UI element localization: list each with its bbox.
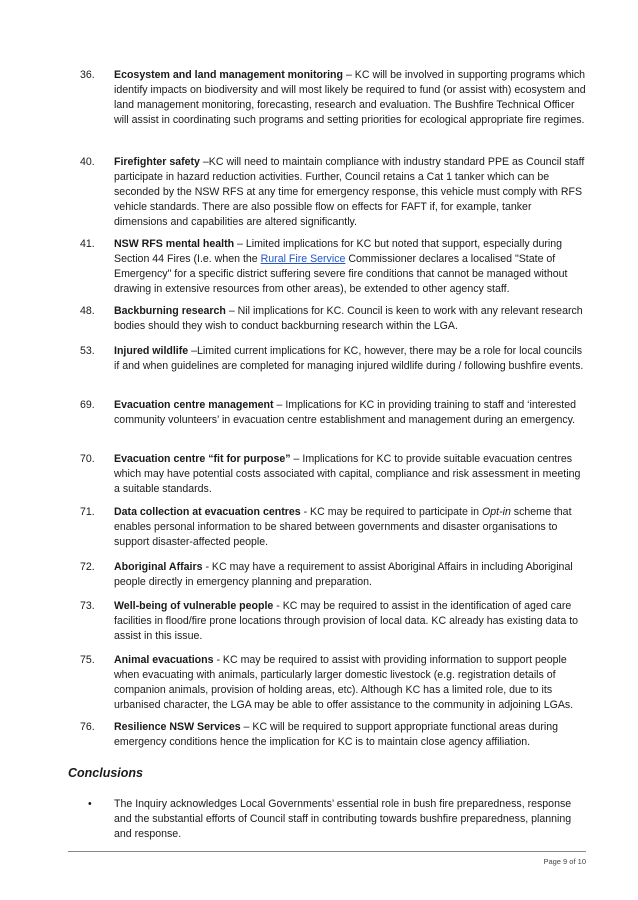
list-item — [80, 720, 586, 750]
list-item — [80, 560, 586, 590]
item-body: Commissioner declares a localised "State of Emergency" for a specific district suffering severe fire conditions that cannot be managed without drawing in extensive resources from other areas), be extended to other agency staff. — [114, 253, 568, 295]
item-title: Resilience NSW Services — [114, 721, 241, 733]
list-item — [80, 398, 586, 428]
item-title: Animal evacuations — [114, 654, 214, 666]
item-number: 41. — [80, 238, 95, 250]
list-item — [80, 505, 586, 550]
item-body-italic: Opt-in — [482, 506, 511, 518]
list-item — [80, 599, 586, 644]
item-body: –KC will need to maintain compliance with industry standard PPE as Council staff participate in hazard reduction activities. Further, Council retains a Cat 1 tanker which can be seconded by the NSW RFS at any time for emergency response, this vehicle must comply with RFS vehicle standards. There are also possible flow on effects for FAFT if, for example, tanker dimensions and capabilities are altered significantly. — [114, 156, 585, 228]
list-item — [80, 344, 586, 374]
item-title: Well-being of vulnerable people — [114, 600, 274, 612]
item-number: 69. — [80, 399, 95, 411]
item-body: scheme that enables personal information to be shared between governments and disaster organisations to support disaster-affected people. — [114, 506, 572, 548]
item-body: –Limited current implications for KC, however, there may be a role for local councils if and when guidelines are completed for managing injured wildlife during / following bushfire events. — [114, 345, 584, 372]
item-title: Evacuation centre management — [114, 399, 274, 411]
item-body: – KC will be involved in supporting programs which identify impacts on biodiversity and will most likely be required to fund (or assist with) ecosystem and land management monitoring, forecasting, research and evaluation. The Bushfire Technical Officer will assist in coordinating such programs and setting priorities for ecological appropriate fire regimes. — [114, 69, 586, 126]
item-title: Data collection at evacuation centres — [114, 506, 301, 518]
item-number: 36. — [80, 69, 95, 81]
item-title: Backburning research — [114, 305, 226, 317]
item-number: 48. — [80, 305, 95, 317]
item-number: 73. — [80, 600, 95, 612]
list-item — [80, 155, 586, 230]
footer-divider — [68, 851, 586, 852]
item-number: 53. — [80, 345, 95, 357]
list-item — [80, 68, 586, 128]
item-body: – Implications for KC in providing training to staff and ‘interested community volunteers’ in evacuation centre establishment and management during an emergency. — [114, 399, 577, 426]
rural-fire-service-link[interactable]: Rural Fire Service — [260, 253, 346, 265]
item-title: Ecosystem and land management monitoring — [114, 69, 343, 81]
list-item — [80, 304, 586, 334]
item-number: 40. — [80, 156, 95, 168]
list-item — [80, 452, 586, 497]
bullet-icon: • — [88, 798, 92, 810]
list-item — [80, 237, 586, 297]
item-title: Evacuation centre “fit for purpose” — [114, 453, 291, 465]
item-body: - KC may have a requirement to assist Aboriginal Affairs in including Aboriginal people directly in emergency planning and preparation. — [114, 561, 573, 588]
conclusion-bullet — [80, 797, 586, 842]
page-number: Page 9 of 10 — [543, 857, 586, 866]
item-title: NSW RFS mental health — [114, 238, 235, 250]
item-title: Aboriginal Affairs — [114, 561, 203, 573]
list-item — [80, 653, 586, 713]
item-title: Firefighter safety — [114, 156, 200, 168]
item-body: - KC may be required to assist in the identification of aged care facilities in flood/fire prone locations through provision of local data. KC already has existing data to assist in this issue. — [114, 600, 579, 642]
item-body: - KC may be required to assist with providing information to support people when evacuating with animals, particularly larger domestic livestock (e.g. registration details of companion animals, provision of holding areas, etc). Although KC has a limited role, due to its urbanised character, the LGA may be able to offer assistance to the community in adjoining LGAs. — [114, 654, 574, 711]
item-number: 72. — [80, 561, 95, 573]
item-title: Injured wildlife — [114, 345, 189, 357]
item-number: 75. — [80, 654, 95, 666]
conclusions-heading: Conclusions — [68, 766, 144, 780]
item-body: – KC will be required to support appropriate functional areas during emergency conditions hence the implication for KC is to maintain close agency affiliation. — [114, 721, 559, 748]
item-body: – Implications for KC to provide suitable evacuation centres which may have potential costs associated with capital, compliance and risk assessment in meeting a suitable standards. — [114, 453, 581, 495]
item-number: 71. — [80, 506, 95, 518]
item-body: - KC may be required to participate in — [300, 506, 482, 518]
item-number: 76. — [80, 721, 95, 733]
conclusion-text: The Inquiry acknowledges Local Governments’ essential role in bush fire preparedness, response and the substantial efforts of Council staff in contributing towards bushfire preparedness, planning and response. — [114, 798, 572, 840]
item-body: – Nil implications for KC. Council is keen to work with any relevant research bodies should they wish to conduct backburning research within the LGA. — [114, 305, 583, 332]
item-body: – Limited implications for KC but noted that support, especially during Section 44 Fires (I.e. when the — [114, 238, 563, 265]
item-number: 70. — [80, 453, 95, 465]
